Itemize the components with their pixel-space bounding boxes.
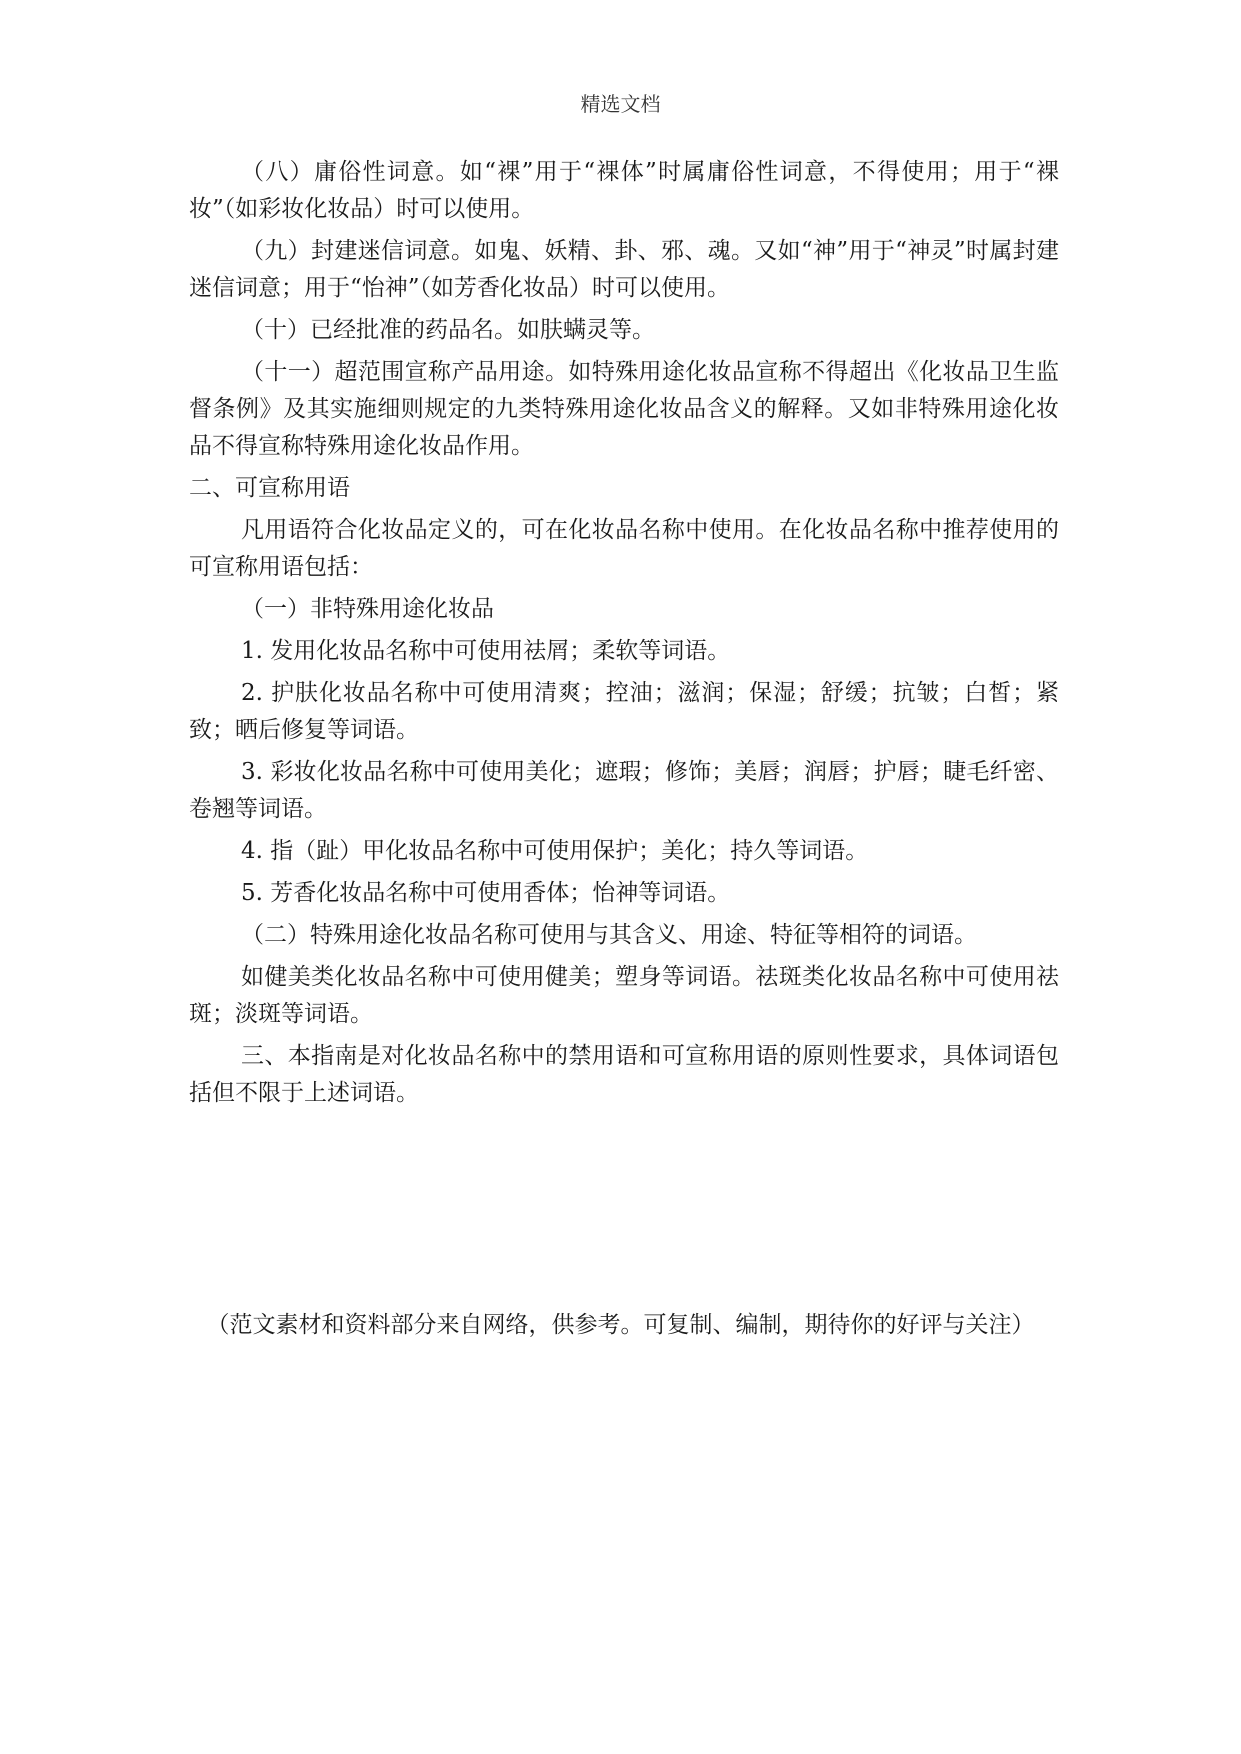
list-item-nail: 4. 指（趾）甲化妆品名称中可使用保护；美化；持久等词语。 [241,838,869,864]
list-item-hair: 1. 发用化妆品名称中可使用祛屑；柔软等词语。 [241,638,731,664]
list-item-skin: 2. 护肤化妆品名称中可使用清爽；控油；滋润；保湿；舒缓；抗皱；白皙；紧致；晒后修复等词语。 [189,680,1059,743]
section-heading-2: 二、可宣称用语 [189,475,350,501]
subheading-special: （二）特殊用途化妆品名称可使用与其含义、用途、特征等相符的词语。 [241,922,977,948]
paragraph-intro: 凡用语符合化妆品定义的，可在化妆品名称中使用。在化妆品名称中推荐使用的可宣称用语包括： [189,517,1059,580]
document-body [189,154,1059,1117]
footer-note: （范文素材和资料部分来自网络，供参考。可复制、编制，期待你的好评与关注） [206,1312,1035,1338]
paragraph-item-8: （八）庸俗性词意。如“裸”用于“裸体”时属庸俗性词意，不得使用；用于“裸妆”（如彩妆化妆品）时可以使用。 [189,159,1059,222]
list-item-makeup: 3. 彩妆化妆品名称中可使用美化；遮瑕；修饰；美唇；润唇；护唇；睫毛纤密、卷翘等词语。 [189,759,1059,822]
section-3-paragraph: 三、本指南是对化妆品名称中的禁用语和可宣称用语的原则性要求，具体词语包括但不限于上述词语。 [189,1043,1059,1106]
list-item-fragrance: 5. 芳香化妆品名称中可使用香体；怡神等词语。 [241,880,731,906]
paragraph-special-examples: 如健美类化妆品名称中可使用健美；塑身等词语。祛斑类化妆品名称中可使用祛斑；淡斑等词语。 [189,964,1059,1027]
paragraph-item-9: （九）封建迷信词意。如鬼、妖精、卦、邪、魂。又如“神”用于“神灵”时属封建迷信词意；用于“怡神”（如芳香化妆品）时可以使用。 [189,238,1059,301]
page-header-title: 精选文档 [580,92,661,116]
paragraph-item-10: （十）已经批准的药品名。如肤螨灵等。 [241,317,655,343]
subheading-non-special: （一）非特殊用途化妆品 [241,596,494,622]
paragraph-item-11: （十一）超范围宣称产品用途。如特殊用途化妆品宣称不得超出《化妆品卫生监督条例》及其实施细则规定的九类特殊用途化妆品含义的解释。又如非特殊用途化妆品不得宣称特殊用途化妆品作用。 [189,359,1059,459]
